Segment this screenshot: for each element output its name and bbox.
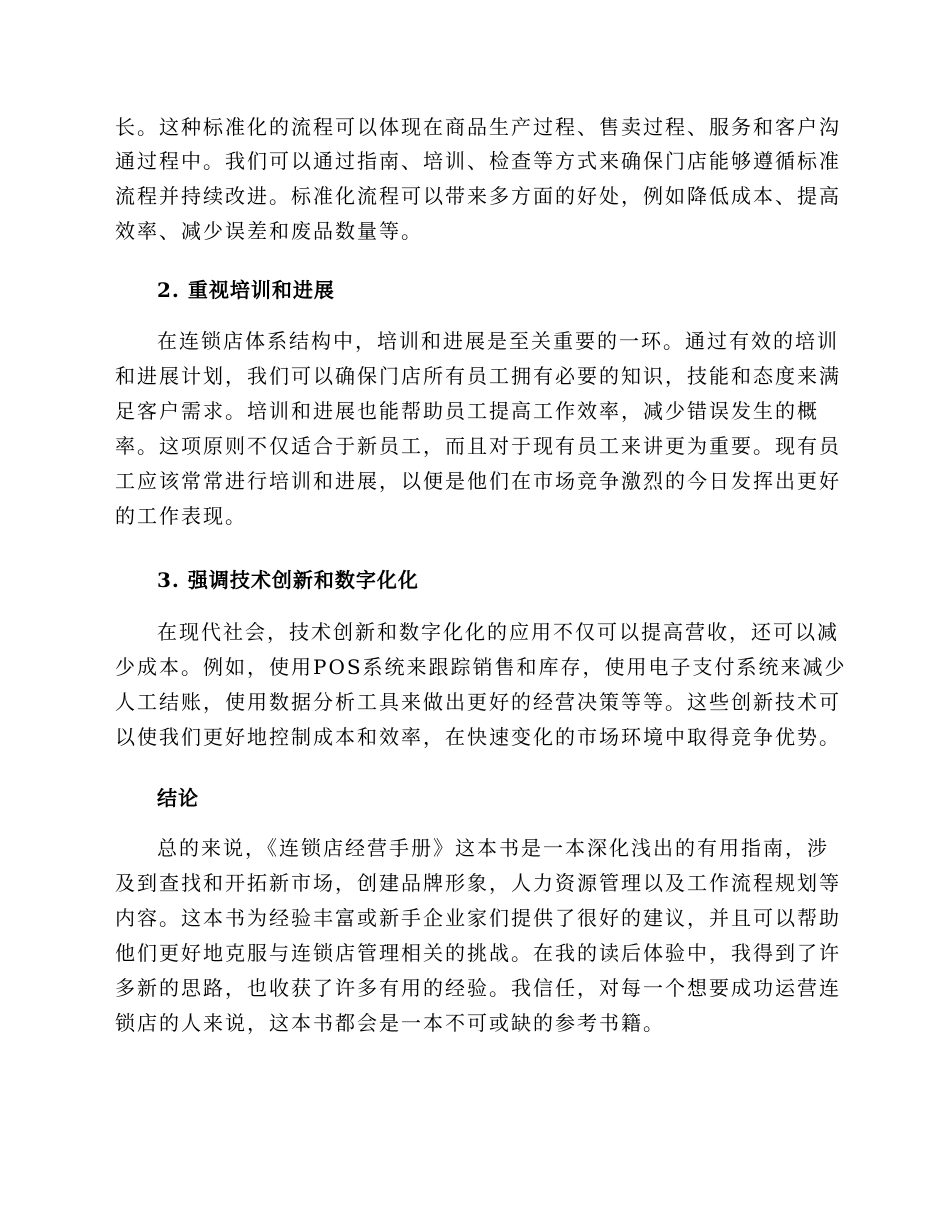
paragraph-line: 人工结账，使用数据分析工具来做出更好的经营决策等等。这些创新技术可 — [115, 690, 841, 714]
paragraph-line: 和进展计划，我们可以确保门店所有员工拥有必要的知识，技能和态度来满 — [115, 364, 841, 388]
paragraph-line: 多新的思路，也收获了许多有用的经验。我信任，对每一个想要成功运营连 — [115, 976, 841, 1000]
paragraph-line: 总的来说，《连锁店经营手册》这本书是一本深化浅出的有用指南，涉 — [157, 836, 829, 860]
paragraph-line: 他们更好地克服与连锁店管理相关的挑战。在我的读后体验中，我得到了许 — [115, 941, 841, 965]
paragraph-line: 效率、减少误差和废品数量等。 — [115, 219, 423, 243]
paragraph-line: 的工作表现。 — [115, 504, 247, 528]
paragraph-line: 在现代社会，技术创新和数字化化的应用不仅可以提高营收，还可以减 — [157, 620, 839, 644]
paragraph-line: 在连锁店体系结构中，培训和进展是至关重要的一环。通过有效的培训 — [157, 329, 839, 353]
paragraph-line: 足客户需求。培训和进展也能帮助员工提高工作效率，减少错误发生的概 — [115, 399, 819, 423]
paragraph-line: 工应该常常进行培训和进展，以便是他们在市场竞争激烈的今日发挥出更好 — [115, 469, 841, 493]
paragraph-line: 内容。这本书为经验丰富或新手企业家们提供了很好的建议，并且可以帮助 — [115, 906, 841, 930]
section-heading: 结论 — [157, 786, 199, 810]
paragraph-line: 少成本。例如，使用POS系统来跟踪销售和库存，使用电子支付系统来减少 — [115, 655, 847, 679]
section-heading: 2. 重视培训和进展 — [157, 278, 335, 302]
paragraph-line: 通过程中。我们可以通过指南、培训、检查等方式来确保门店能够遵循标准 — [115, 149, 841, 173]
section-heading: 3. 强调技术创新和数字化化 — [157, 568, 419, 592]
paragraph-line: 锁店的人来说，这本书都会是一本不可或缺的参考书籍。 — [115, 1011, 665, 1035]
paragraph-line: 以使我们更好地控制成本和效率，在快速变化的市场环境中取得竞争优势。 — [115, 725, 841, 749]
paragraph-line: 长。这种标准化的流程可以体现在商品生产过程、售卖过程、服务和客户沟 — [115, 115, 841, 139]
paragraph-line: 及到查找和开拓新市场，创建品牌形象，人力资源管理以及工作流程规划等 — [115, 871, 841, 895]
paragraph-line: 流程并持续改进。标准化流程可以带来多方面的好处，例如降低成本、提高 — [115, 184, 841, 208]
paragraph-line: 率。这项原则不仅适合于新员工，而且对于现有员工来讲更为重要。现有员 — [115, 434, 841, 458]
